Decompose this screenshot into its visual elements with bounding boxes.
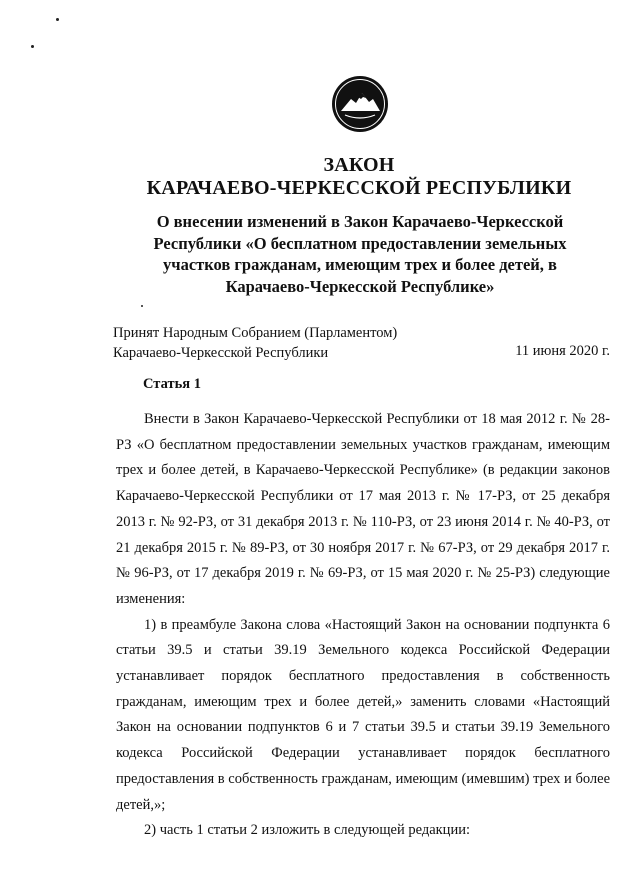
law-subtitle: О внесении изменений в Закон Карачаево-Черкесской Республики «О бесплатном предоставлении земельных участков гражданам, имеющим трех и более детей, в Карачаево-Черкесской Республике» <box>153 212 567 296</box>
adoption-date: 11 июня 2020 г. <box>515 343 610 359</box>
law-title: ЗАКОН <box>323 154 395 176</box>
coat-of-arms-emblem <box>331 75 389 133</box>
scan-speck <box>31 45 34 48</box>
paragraph: Внести в Закон Карачаево-Черкесской Республики от 18 мая 2012 г. № 28-РЗ «О бесплатном предоставлении земельных участков гражданам, имеющим трех и более детей, в Карачаево-Черкесской Республике» (в редакции законов Карачаево-Черкесской Республики от 17 мая 2013 г. № 17-РЗ, от 25 декабря 2013 г. № 92-РЗ, от 31 декабря 2013 г. № 110-РЗ, от 23 июня 2014 г. № 40-РЗ, от 21 декабря 2015 г. № 89-РЗ, от 30 ноября 2017 г. № 67-РЗ, от 29 декабря 2017 г. № 96-РЗ, от 17 декабря 2019 г. № 69-РЗ, от 15 мая 2020 г. № 25-РЗ) следующие изменения: <box>116 411 610 607</box>
republic-name: КАРАЧАЕВО-ЧЕРКЕССКОЙ РЕСПУБЛИКИ <box>146 177 572 199</box>
paragraph: 2) часть 1 статьи 2 изложить в следующей редакции: <box>144 822 470 839</box>
adoption-line-1: Принят Народным Собранием (Парламентом) <box>113 325 398 341</box>
scan-speck <box>141 305 143 307</box>
adoption-line-2: Карачаево-Черкесской Республики <box>113 345 329 361</box>
adoption-block <box>113 323 397 363</box>
scan-speck <box>56 18 59 21</box>
article-heading: Статья 1 <box>143 376 201 392</box>
article-body <box>116 407 610 844</box>
paragraph: 1) в преамбуле Закона слова «Настоящий Закон на основании подпункта 6 статьи 39.5 и статьи 39.19 Земельного кодекса Российской Федерации устанавливает порядок бесплатного предоставления в собственность гражданам, имеющим трех и более детей,» заменить словами «Настоящий Закон на основании подпунктов 6 и 7 статьи 39.5 и статьи 39.19 Земельного кодекса Российской Федерации устанавливает порядок бесплатного предоставления в собственность гражданам, имеющим (имевшим) трех и более детей,»; <box>116 616 610 813</box>
